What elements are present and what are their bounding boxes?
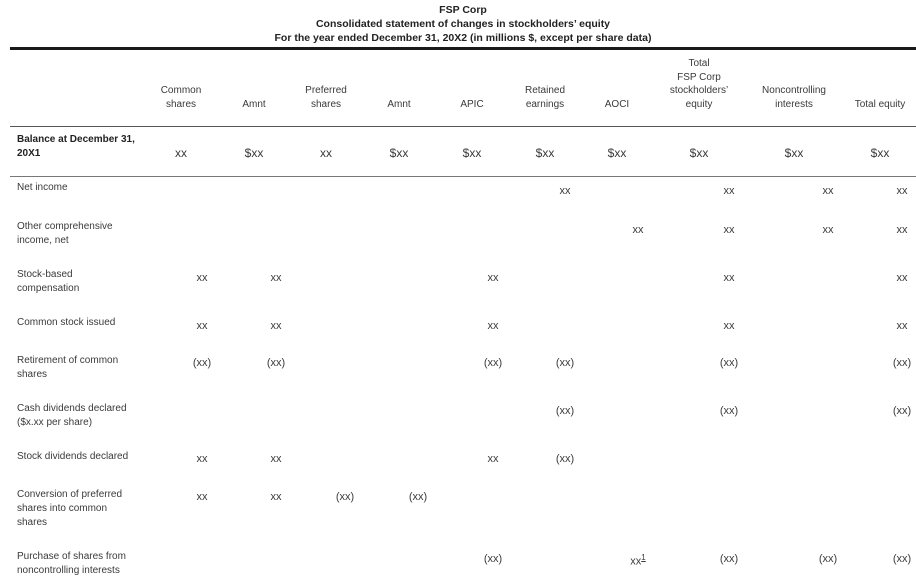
cell-value: (xx) xyxy=(335,491,355,503)
cell-value: xx xyxy=(196,272,208,284)
table-cell xyxy=(556,405,574,417)
company-name: FSP Corp xyxy=(439,4,487,16)
table-cell xyxy=(556,357,574,369)
opening-balance-rule xyxy=(10,176,916,177)
table-cell xyxy=(197,272,208,284)
table-cell xyxy=(409,491,427,503)
table-cell xyxy=(336,491,354,503)
column-header-line: stockholders’ xyxy=(669,85,729,96)
cell-value: (xx) xyxy=(892,405,912,417)
opening-balance-cell: xx xyxy=(175,146,187,160)
column-header-line: equity xyxy=(685,98,713,110)
row-label xyxy=(17,488,122,530)
table-cell xyxy=(724,185,735,197)
row-label-line: Common stock issued xyxy=(17,317,116,328)
footnote-marker[interactable]: 1 xyxy=(641,553,646,562)
cell-value: (xx) xyxy=(892,357,912,369)
column-header-line: APIC xyxy=(460,98,484,110)
table-cell xyxy=(724,320,735,332)
column-header-line: shares xyxy=(310,98,341,110)
column-header-line: interests xyxy=(775,98,813,110)
table-cell xyxy=(271,320,282,332)
table-cell xyxy=(724,272,735,284)
cell-value: (xx) xyxy=(892,553,912,565)
cell-value: xx xyxy=(632,224,644,236)
row-label-line: shares xyxy=(17,369,48,380)
cell-value: xx xyxy=(723,185,735,197)
table-cell xyxy=(823,224,834,236)
table-cell xyxy=(897,320,908,332)
statement-period: For the year ended December 31, 20X2 (in millions $, except per share data) xyxy=(274,32,652,44)
row-label xyxy=(17,220,113,248)
row-label xyxy=(17,354,118,382)
cell-value: (xx) xyxy=(818,553,838,565)
column-header-line: shares xyxy=(165,98,196,110)
column-header-line: Retained xyxy=(524,85,566,96)
row-label-line: shares xyxy=(17,517,48,528)
row-label-line: compensation xyxy=(17,283,80,294)
table-cell xyxy=(720,357,738,369)
row-label-line: ($x.xx per share) xyxy=(17,417,93,428)
cell-value: xx xyxy=(196,491,208,503)
cell-value: (xx) xyxy=(408,491,428,503)
cell-value: xx xyxy=(723,272,735,284)
row-label-line: Retirement of common xyxy=(17,355,119,366)
cell-value: (xx) xyxy=(719,553,739,565)
column-header-line: Noncontrolling xyxy=(762,85,826,96)
opening-label-line-2: 20X1 xyxy=(17,148,41,159)
table-cell xyxy=(271,453,282,465)
table-cell xyxy=(893,553,911,565)
cell-value: (xx) xyxy=(719,405,739,417)
opening-balance-cell: $xx xyxy=(689,146,709,160)
table-cell xyxy=(720,553,738,565)
table-cell xyxy=(197,491,208,503)
cell-value: xx xyxy=(196,320,208,332)
table-cell xyxy=(720,405,738,417)
table-cell xyxy=(897,272,908,284)
table-cell xyxy=(823,185,834,197)
column-header-line: Total equity xyxy=(854,98,906,110)
cell-value: xx xyxy=(723,224,735,236)
cell-value: (xx) xyxy=(192,357,212,369)
opening-balance-cell: $xx xyxy=(784,146,804,160)
row-label xyxy=(17,316,115,330)
table-cell xyxy=(488,453,499,465)
opening-balance-cell: $xx xyxy=(607,146,627,160)
cell-value: xx xyxy=(270,272,282,284)
cell-value: (xx) xyxy=(555,405,575,417)
table-cell xyxy=(897,185,908,197)
table-cell xyxy=(893,405,911,417)
opening-label-line-1: Balance at December 31, xyxy=(17,134,135,145)
table-cell xyxy=(556,453,574,465)
table-cell xyxy=(271,272,282,284)
row-label-line: noncontrolling interests xyxy=(17,565,120,576)
row-label-line: Purchase of shares from xyxy=(17,551,126,562)
cell-value: xx xyxy=(196,453,208,465)
opening-balance-cell: $xx xyxy=(535,146,555,160)
opening-balance-cell: $xx xyxy=(870,146,890,160)
row-label-line: Stock-based xyxy=(17,269,73,280)
column-header-line: Common xyxy=(160,85,202,96)
table-cell xyxy=(488,320,499,332)
cell-value: xx xyxy=(559,185,571,197)
cell-value: (xx) xyxy=(719,357,739,369)
cell-value: xx xyxy=(723,320,735,332)
column-header-line: FSP Corp xyxy=(677,71,721,83)
cell-value: xx xyxy=(487,453,499,465)
table-cell xyxy=(897,224,908,236)
table-cell xyxy=(193,357,211,369)
column-header-line: Amnt xyxy=(242,98,266,110)
column-header-line: earnings xyxy=(525,98,565,110)
cell-value: xx xyxy=(896,320,908,332)
row-label xyxy=(17,550,126,578)
cell-value: (xx) xyxy=(555,357,575,369)
cell-value: xx xyxy=(270,491,282,503)
opening-balance-cell: $xx xyxy=(244,146,264,160)
table-cell xyxy=(630,553,645,568)
cell-value: (xx) xyxy=(555,453,575,465)
cell-value: (xx) xyxy=(483,553,503,565)
row-label-line: income, net xyxy=(17,235,69,246)
opening-balance-label xyxy=(17,133,135,161)
row-label-line: Conversion of preferred xyxy=(17,489,123,500)
opening-balance-cell: $xx xyxy=(462,146,482,160)
row-label xyxy=(17,181,68,195)
table-cell xyxy=(893,357,911,369)
cell-value: xx xyxy=(630,555,642,568)
row-label-line: Stock dividends declared xyxy=(17,451,129,462)
opening-balance-cell: $xx xyxy=(389,146,409,160)
table-cell xyxy=(633,224,644,236)
table-cell xyxy=(819,553,837,565)
table-cell xyxy=(197,320,208,332)
row-label xyxy=(17,268,79,296)
table-cell xyxy=(560,185,571,197)
cell-value: xx xyxy=(487,320,499,332)
table-cell xyxy=(267,357,285,369)
cell-value: xx xyxy=(270,320,282,332)
row-label-line: shares into common xyxy=(17,503,108,514)
header-top-rule xyxy=(10,47,916,50)
cell-value: xx xyxy=(896,272,908,284)
column-header-line: Total xyxy=(688,58,710,69)
row-label-line: Cash dividends declared xyxy=(17,403,127,414)
column-header-line: Amnt xyxy=(387,98,411,110)
cell-value: xx xyxy=(896,224,908,236)
row-label xyxy=(17,402,127,430)
table-cell xyxy=(724,224,735,236)
cell-value: xx xyxy=(822,224,834,236)
table-cell xyxy=(488,272,499,284)
cell-value: (xx) xyxy=(266,357,286,369)
column-header-line: AOCI xyxy=(604,98,630,110)
statement-title: Consolidated statement of changes in stockholders’ equity xyxy=(315,18,611,30)
table-cell xyxy=(271,491,282,503)
table-cell xyxy=(484,357,502,369)
header-bottom-rule xyxy=(10,126,916,127)
table-cell xyxy=(197,453,208,465)
cell-value: xx xyxy=(896,185,908,197)
column-header-line: Preferred xyxy=(305,85,347,96)
cell-value: xx xyxy=(487,272,499,284)
cell-value: xx xyxy=(822,185,834,197)
cell-value: (xx) xyxy=(483,357,503,369)
row-label xyxy=(17,450,128,464)
table-cell xyxy=(484,553,502,565)
row-label-line: Other comprehensive xyxy=(17,221,113,232)
column-header xyxy=(820,98,916,112)
opening-balance-cell: xx xyxy=(320,146,332,160)
cell-value: xx xyxy=(270,453,282,465)
row-label-line: Net income xyxy=(17,182,68,193)
